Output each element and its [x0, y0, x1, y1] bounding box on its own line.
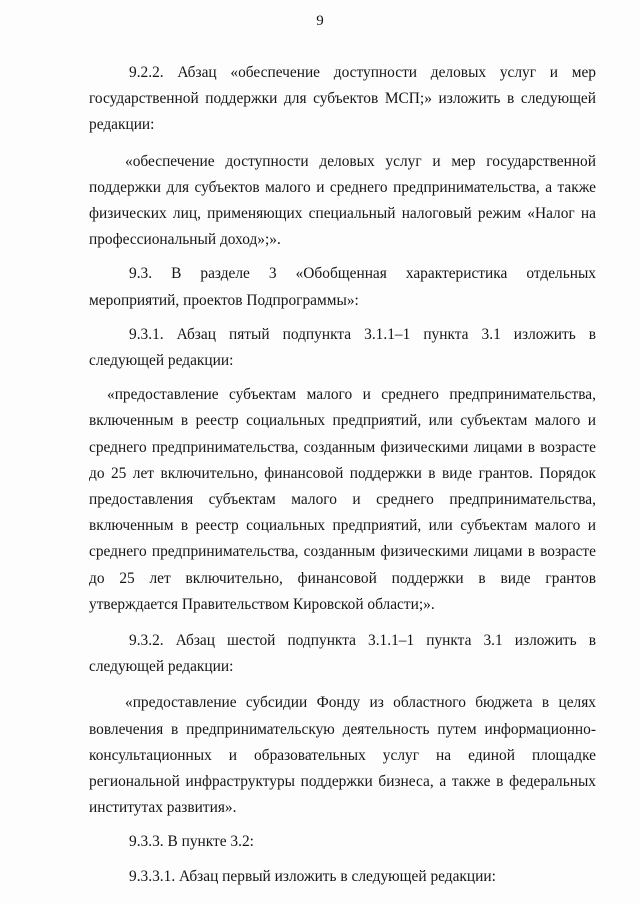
paragraph-9-3-3: 9.3.3. В пункте 3.2:: [129, 833, 254, 851]
quote-business-services: «обеспечение доступности деловых услуг и мер государственной поддержки для субъектов малого и среднего предпринимательства, а также физических лиц, применяющих специальный налоговый режим «Налог на профессиональный доход»;».: [89, 152, 596, 249]
paragraph-9-2-2: 9.2.2. Абзац «обеспечение доступности деловых услуг и мер государственной поддержки для субъектов МСП;» изложить в следующей редакции:: [89, 64, 596, 134]
page-number: 9: [316, 13, 324, 29]
paragraph-9-3: 9.3. В разделе 3 «Обобщенная характеристика отдельных мероприятий, проектов Подпрограммы»:: [89, 265, 596, 309]
document-body: [89, 60, 596, 890]
paragraph-9-3-1: 9.3.1. Абзац пятый подпункта 3.1.1–1 пункта 3.1 изложить в следующей редакции:: [89, 325, 596, 370]
quote-fund-subsidy: «предоставление субсидии Фонду из областного бюджета в целях вовлечения в предпринимательскую деятельность путем информационно-консультационных и образовательных услуг на единой площадке региональной инфраструктуры поддержки бизнеса, а также в федеральных институтах развития».: [89, 694, 596, 817]
paragraph-9-3-3-1: 9.3.3.1. Абзац первый изложить в следующей редакции:: [129, 867, 496, 885]
paragraph-9-3-2: 9.3.2. Абзац шестой подпункта 3.1.1–1 пункта 3.1 изложить в следующей редакции:: [89, 632, 596, 676]
quote-grants: «предоставление субъектам малого и среднего предпринимательства, включенным в реестр социальных предприятий, или субъектам малого и среднего предпринимательства, созданным физическими лицами в возрасте до 25 лет включительно, финансовой поддержки в виде грантов. Порядок предоставления субъектам малого и среднего предпринимательства, включенным в реестр социальных предприятий, или субъектам малого и среднего предпринимательства, созданным физическими лицами в возрасте до 25 лет включительно, финансовой поддержки в виде грантов утверждается Правительством Кировской области;».: [89, 386, 596, 613]
